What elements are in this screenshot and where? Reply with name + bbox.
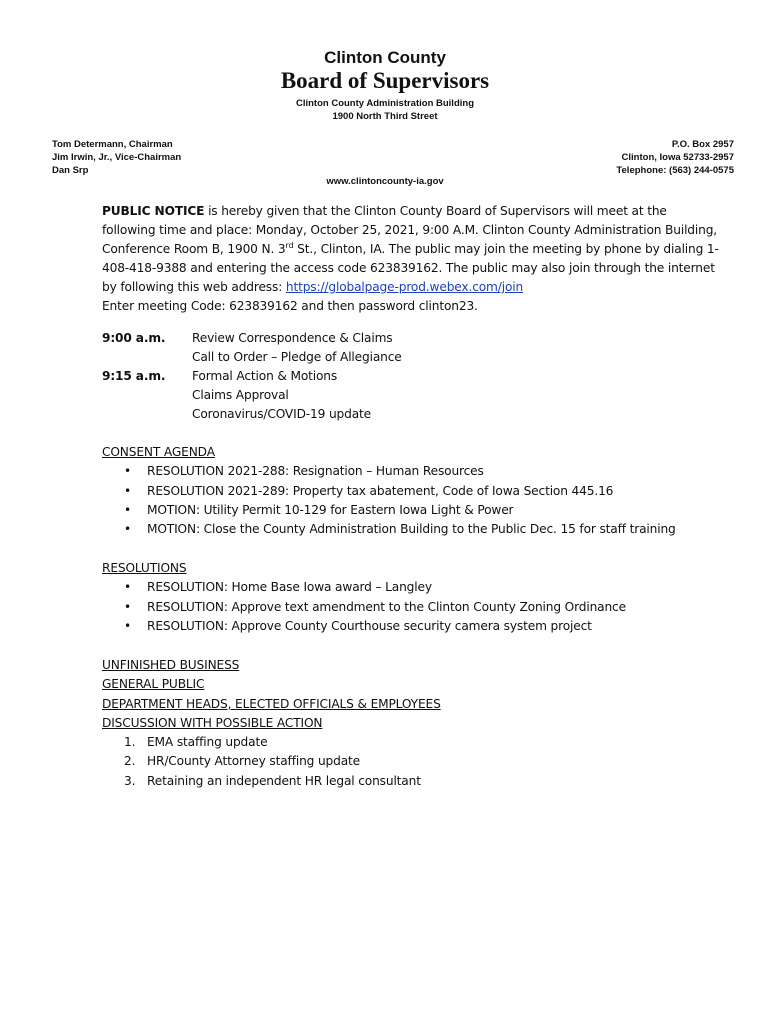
notice-text-3: Enter meeting Code: 623839162 and then password clinton23. xyxy=(102,299,478,313)
schedule-row xyxy=(102,329,402,348)
list-item: • RESOLUTION 2021-289: Property tax abatement, Code of Iowa Section 445.16 xyxy=(102,482,676,501)
schedule-time xyxy=(102,386,192,405)
schedule-item: Claims Approval xyxy=(192,388,289,402)
schedule-item: Formal Action & Motions xyxy=(192,369,338,383)
chairman: Tom Determann, Chairman xyxy=(52,139,173,150)
board-title: Board of Supervisors xyxy=(280,68,490,93)
item-number: 1. xyxy=(124,735,136,750)
list-item xyxy=(102,733,441,752)
schedule-row xyxy=(102,367,402,386)
schedule-time: 9:15 a.m. xyxy=(102,369,166,383)
webex-link[interactable]: https://globalpage-prod.webex.com/join xyxy=(285,280,524,294)
schedule-item: Review Correspondence & Claims xyxy=(192,331,393,345)
list-item xyxy=(102,772,441,791)
item-text: EMA staffing update xyxy=(147,735,268,750)
list-item: • RESOLUTION: Approve County Courthouse security camera system project xyxy=(102,617,626,636)
street-address: 1900 North Third Street xyxy=(332,111,438,122)
public-notice xyxy=(102,202,722,316)
po-box: P.O. Box 2957 xyxy=(671,139,734,150)
schedule-item: Coronavirus/COVID-19 update xyxy=(192,407,372,421)
contact-info xyxy=(616,138,734,177)
website: www.clintoncounty-ia.gov xyxy=(326,176,444,187)
unfinished-business-heading: UNFINISHED BUSINESS xyxy=(102,658,240,672)
schedule-time xyxy=(102,405,192,424)
resolutions-section xyxy=(102,559,626,636)
building-address xyxy=(0,97,770,123)
building-name: Clinton County Administration Building xyxy=(295,98,474,109)
discussion-heading: DISCUSSION WITH POSSIBLE ACTION xyxy=(102,715,323,730)
schedule-row xyxy=(102,386,402,405)
list-item: • RESOLUTION: Home Base Iowa award – Langley xyxy=(102,578,626,597)
list-item: • RESOLUTION 2021-288: Resignation – Human Resources xyxy=(102,462,676,481)
notice-text-2: St., Clinton, IA. The public may join the meeting by phone by dialing 1-408-418-9388 and entering the access code 623839162. The public may also join through the internet by following this web address: xyxy=(102,242,719,294)
schedule-time xyxy=(102,348,192,367)
notice-lead: PUBLIC NOTICE xyxy=(102,204,205,218)
department-heads-heading: DEPARTMENT HEADS, ELECTED OFFICIALS & EMPLOYEES xyxy=(102,696,441,711)
resolutions-heading: RESOLUTIONS xyxy=(102,561,187,575)
supervisor: Dan Srp xyxy=(52,165,89,176)
general-public-heading: GENERAL PUBLIC xyxy=(102,677,205,692)
item-number: 3. xyxy=(124,773,136,788)
list-item: • MOTION: Utility Permit 10-129 for Eastern Iowa Light & Power xyxy=(102,501,676,520)
item-number: 2. xyxy=(124,754,136,769)
schedule-time: 9:00 a.m. xyxy=(102,331,166,345)
item-text: HR/County Attorney staffing update xyxy=(147,754,361,769)
telephone: Telephone: (563) 244-0575 xyxy=(616,165,734,176)
other-business xyxy=(102,656,441,791)
city-zip: Clinton, Iowa 52733-2957 xyxy=(621,152,734,163)
consent-agenda xyxy=(102,443,676,539)
list-item xyxy=(102,752,441,771)
consent-heading: CONSENT AGENDA xyxy=(102,445,215,459)
schedule-row xyxy=(102,348,402,367)
notice-sup: rd xyxy=(285,240,294,250)
schedule-row xyxy=(102,405,402,424)
schedule-item: Call to Order – Pledge of Allegiance xyxy=(192,350,402,364)
list-item: • MOTION: Close the County Administration Building to the Public Dec. 15 for staff training xyxy=(102,520,676,539)
vice-chairman: Jim Irwin, Jr., Vice-Chairman xyxy=(52,152,182,163)
list-item: • RESOLUTION: Approve text amendment to the Clinton County Zoning Ordinance xyxy=(102,598,626,617)
schedule xyxy=(102,329,402,424)
item-text: Retaining an independent HR legal consultant xyxy=(147,773,421,788)
county-title: Clinton County xyxy=(324,48,446,67)
supervisors-list xyxy=(52,138,181,177)
notice-text-1: is hereby given that the Clinton County Board of Supervisors will meet at the following time and place: Monday, October 25, 2021, 9:00 A.M. Clinton County Administration Building, Conference Room B, 1900 N. 3 xyxy=(102,204,718,256)
